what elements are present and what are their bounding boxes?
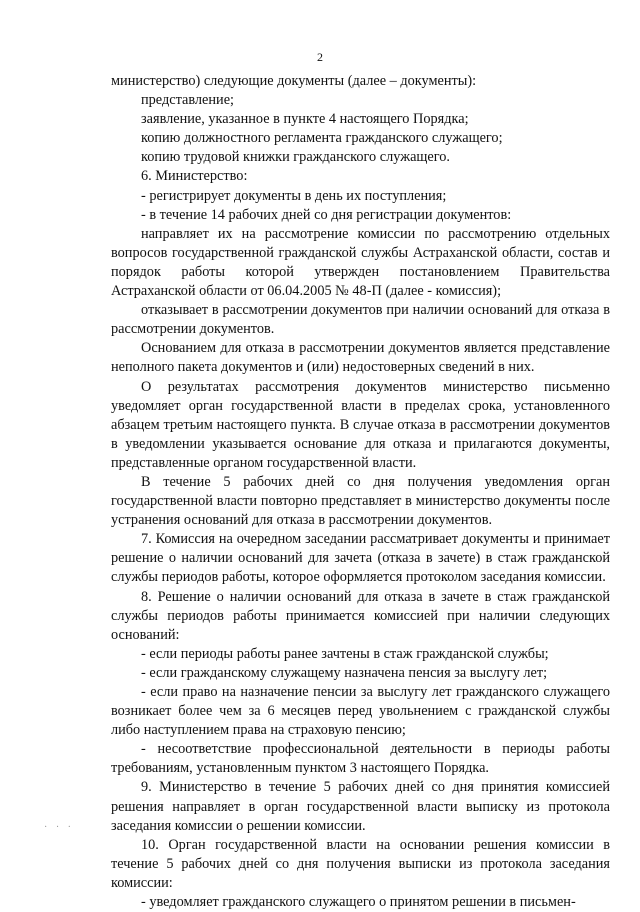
- clause-6-sub-refuse: отказывает в рассмотрении документов при наличии оснований для отказа в рассмотрении документов.: [111, 302, 610, 338]
- clause-10: 10. Орган государственной власти на основании решения комиссии в течение 5 рабочих дней со дня получения выписки из протокола заседания комиссии:: [111, 836, 610, 891]
- clause-6-item-14-days: - в течение 14 рабочих дней со дня регистрации документов:: [141, 206, 512, 223]
- clause-7: 7. Комиссия на очередном заседании рассматривает документы и принимает решение о наличии оснований для зачета (отказа в зачете) в стаж гражданской службы периодов работы, которое оформляется протоколом заседания комиссии.: [111, 531, 610, 586]
- list-item-job-regulation-copy: копию должностного регламента гражданского служащего;: [141, 130, 503, 147]
- clause-8-item-pension-assigned: - если гражданскому служащему назначена пенсия за выслугу лет;: [141, 664, 548, 681]
- clause-6-sub-send-to-commission: направляет их на рассмотрение комиссии по рассмотрению отдельных вопросов государственной гражданской службы Астраханской области, состав и порядок работы которой утвержден постановлением Правительства Астраханской области от 06.04.2005 № 48-П (далее - комиссия);: [111, 225, 610, 300]
- clause-8-item-pension-right: - если право на назначение пенсии за выслугу лет гражданского служащего возникает более чем за 6 месяцев перед увольнением с гражданской службы либо наступлением права на страховую пенсию;: [111, 684, 610, 739]
- clause-8-item-mismatch: - несоответствие профессиональной деятельности в периоды работы требованиям, установленным пунктом 3 настоящего Порядка.: [111, 741, 610, 777]
- clause-8: 8. Решение о наличии оснований для отказа в зачете в стаж гражданской службы периодов работы принимается комиссией при наличии следующих оснований:: [111, 588, 610, 643]
- list-item-work-book-copy: копию трудовой книжки гражданского служащего.: [141, 149, 451, 166]
- clause-6-item-register: - регистрирует документы в день их поступления;: [141, 187, 447, 204]
- paragraph-review-results: О результатах рассмотрения документов министерство письменно уведомляет орган государственной власти в пределах срока, установленного абзацем третьим настоящего пункта. В случае отказа в рассмотрении документов в уведомлении указывается основание для отказа и прилагаются документы, представленные органом государственной власти.: [111, 378, 610, 471]
- paragraph-refusal-grounds: Основанием для отказа в рассмотрении документов является представление неполного пакета документов и (или) недостоверных сведений в них.: [111, 340, 610, 376]
- paragraph-continuation: министерство) следующие документы (далее – документы):: [111, 73, 477, 89]
- list-item-submission: представление;: [141, 92, 235, 109]
- list-item-application: заявление, указанное в пункте 4 настоящего Порядка;: [141, 111, 469, 128]
- clause-8-item-already-counted: - если периоды работы ранее зачтены в стаж гражданской службы;: [141, 645, 549, 662]
- scan-artifact: · · ·: [44, 822, 74, 833]
- clause-9: 9. Министерство в течение 5 рабочих дней со дня принятия комиссией решения направляет в орган государственной власти выписку из протокола заседания комиссии о решении комиссии.: [111, 779, 610, 834]
- clause-6-heading: 6. Министерство:: [141, 168, 248, 185]
- clause-10-item-notify: - уведомляет гражданского служащего о принятом решении в письмен-: [141, 894, 576, 911]
- paragraph-resubmission: В течение 5 рабочих дней со дня получения уведомления орган государственной власти повторно представляет в министерство документы после устранения оснований для отказа в рассмотрении документов.: [111, 473, 610, 529]
- page-number: 2: [317, 50, 323, 64]
- document-body: [111, 72, 610, 912]
